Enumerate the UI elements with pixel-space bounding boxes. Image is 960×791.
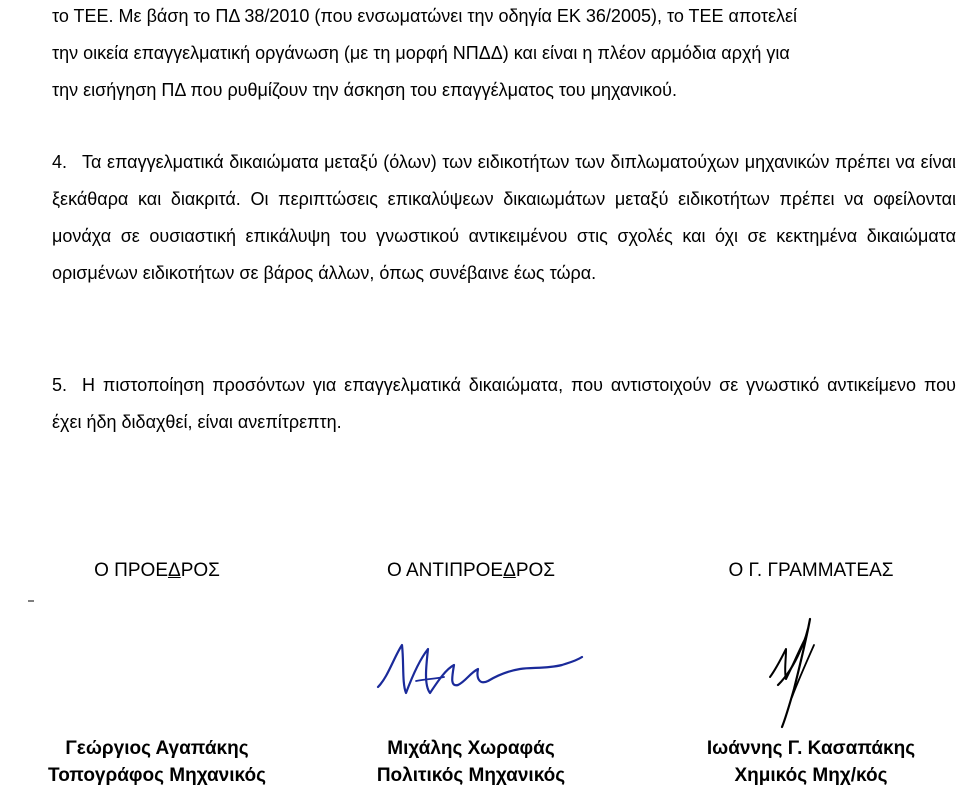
intro-paragraph (52, 0, 956, 109)
president-name: Γεώργιος Αγαπάκης (65, 738, 249, 759)
intro-line: την εισήγηση ΠΔ που ρυθμίζουν την άσκηση του επαγγέλματος του μηχανικού. (52, 80, 678, 100)
item-4-number: 4. (52, 152, 68, 172)
item-5-number: 5. (52, 375, 68, 395)
secretary-signature-icon (682, 585, 940, 735)
president-title: Ο ΠΡΟΕΔΡΟΣ (94, 560, 220, 581)
vice-president-signature-icon (342, 585, 600, 735)
signature-block-secretary (682, 557, 940, 789)
president-role: Τοπογράφος Μηχανικός (48, 765, 266, 786)
secretary-name: Ιωάννης Γ. Κασαπάκης (706, 738, 916, 759)
secretary-signature-area (682, 585, 940, 735)
vice-president-signature-area (342, 585, 600, 735)
president-signature-area (28, 585, 286, 735)
intro-line: την οικεία επαγγελματική οργάνωση (με τη μορφή ΝΠΔΔ) και είναι η πλέον αρμόδια αρχή για (52, 43, 790, 63)
secretary-role: Χημικός Μηχ/κός (734, 765, 888, 786)
item-4-text: Τα επαγγελματικά δικαιώματα μεταξύ (όλων) των ειδικοτήτων των διπλωματούχων μηχανικών πρέπει να είναι ξεκάθαρα και διακριτά. Οι περιπτώσεις επικαλύψεων δικαιωμάτων μεταξύ ειδικοτήτων πρέπει να οφείλονται μονάχα σε ουσιαστική επικάλυψη του γνωστικού αντικειμένου στις σχολές και όχι σε κεκτημένα δικαιώματα ορισμένων ειδικοτήτων σε βάρος άλλων, όπως συνέβαινε έως τώρα. (52, 152, 956, 283)
signature-block-vice-president (342, 557, 600, 789)
item-5-paragraph (52, 367, 956, 441)
intro-line: το ΤΕΕ. Με βάση το ΠΔ 38/2010 (που ενσωματώνει την οδηγία ΕΚ 36/2005), το ΤΕΕ αποτελεί (52, 6, 798, 26)
item-4-paragraph (52, 144, 956, 292)
vice-president-role: Πολιτικός Μηχανικός (376, 765, 566, 786)
vice-president-name: Μιχάλης Χωραφάς (387, 738, 555, 759)
president-signature-mark (28, 585, 286, 735)
secretary-title: Ο Γ. ΓΡΑΜΜΑΤΕΑΣ (728, 560, 894, 581)
item-5-text: Η πιστοποίηση προσόντων για επαγγελματικά δικαιώματα, που αντιστοιχούν σε γνωστικό αντικείμενο που έχει ήδη διδαχθεί, είναι ανεπίτρεπτη. (52, 375, 956, 432)
signature-block-president (28, 557, 286, 789)
vice-president-title: Ο ΑΝΤΙΠΡΟΕΔΡΟΣ (386, 560, 556, 581)
